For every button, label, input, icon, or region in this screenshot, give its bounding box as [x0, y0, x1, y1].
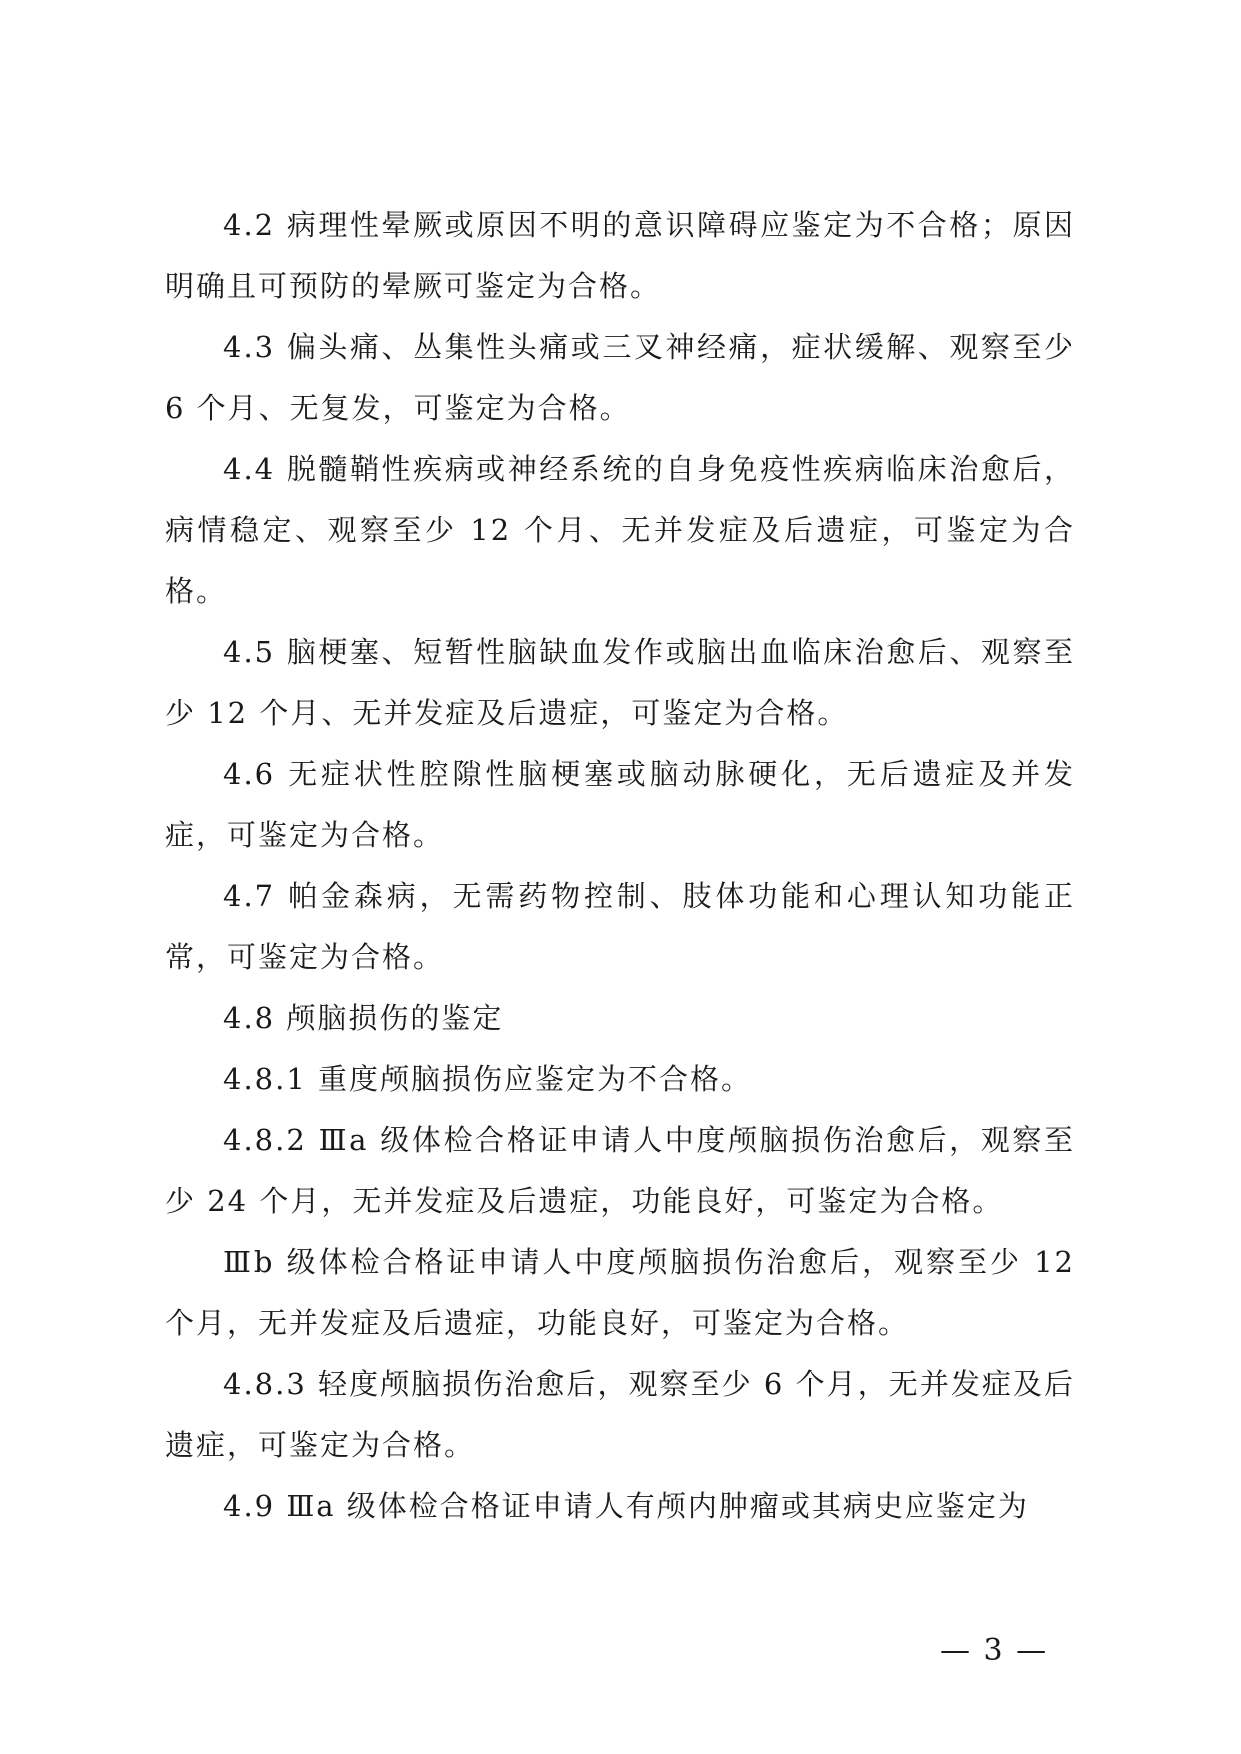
- paragraph-4-3: 4.3 偏头痛、丛集性头痛或三叉神经痛，症状缓解、观察至少 6 个月、无复发，可鉴定为合格。: [165, 330, 1087, 425]
- heading-4-8: 4.8 颅脑损伤的鉴定: [223, 1001, 504, 1035]
- paragraph-4-2: 4.2 病理性晕厥或原因不明的意识障碍应鉴定为不合格；原因明确且可预防的晕厥可鉴定为合格。: [165, 208, 1075, 303]
- paragraph-4-8-1: 4.8.1 重度颅脑损伤应鉴定为不合格。: [223, 1062, 753, 1096]
- paragraph-4-5: 4.5 脑梗塞、短暂性脑缺血发作或脑出血临床治愈后、观察至少 12 个月、无并发症及后遗症，可鉴定为合格。: [165, 635, 1075, 730]
- paragraph-4-8-2-b: Ⅲb 级体检合格证申请人中度颅脑损伤治愈后，观察至少 12 个月，无并发症及后遗症，功能良好，可鉴定为合格。: [165, 1245, 1087, 1340]
- page-number: — 3 —: [940, 1633, 1049, 1668]
- paragraph-4-7: 4.7 帕金森病，无需药物控制、肢体功能和心理认知功能正常，可鉴定为合格。: [165, 879, 1075, 974]
- paragraph-4-4: 4.4 脱髓鞘性疾病或神经系统的自身免疫性疾病临床治愈后，病情稳定、观察至少 12 个月、无并发症及后遗症，可鉴定为合格。: [165, 452, 1075, 608]
- document-body: [165, 195, 1087, 1537]
- paragraph-4-8-2: 4.8.2 Ⅲa 级体检合格证申请人中度颅脑损伤治愈后，观察至少 24 个月，无并发症及后遗症，功能良好，可鉴定为合格。: [165, 1123, 1075, 1218]
- paragraph-4-9: 4.9 Ⅲa 级体检合格证申请人有颅内肿瘤或其病史应鉴定为: [223, 1489, 1029, 1523]
- paragraph-4-6: 4.6 无症状性腔隙性脑梗塞或脑动脉硬化，无后遗症及并发症，可鉴定为合格。: [165, 757, 1075, 852]
- paragraph-4-8-3: 4.8.3 轻度颅脑损伤治愈后，观察至少 6 个月，无并发症及后遗症，可鉴定为合格。: [165, 1367, 1075, 1462]
